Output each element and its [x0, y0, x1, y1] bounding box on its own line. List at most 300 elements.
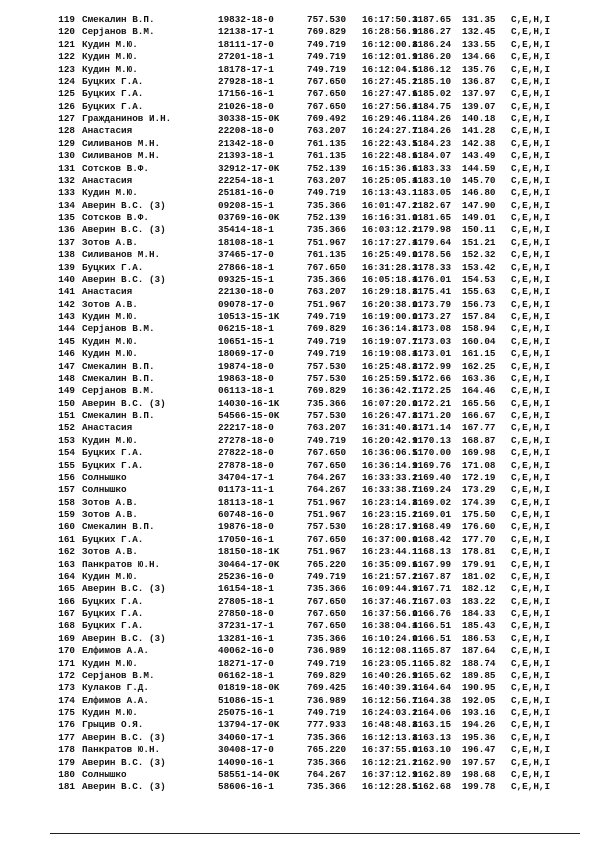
fancier-name: Аверин В.С. (3): [82, 756, 166, 768]
points: 165.56: [462, 397, 496, 409]
table-row: [0, 286, 600, 298]
speed: 1184.07: [412, 150, 452, 162]
place-number: 178: [58, 744, 75, 756]
speed: 1183.05: [412, 187, 452, 199]
points: 178.81: [462, 546, 496, 558]
distance: 749.719: [307, 311, 347, 322]
ring-number: 60748-16-0: [218, 509, 274, 520]
table-row: [0, 571, 600, 583]
speed: 1166.51: [412, 620, 452, 632]
distance: 769.829: [307, 26, 347, 38]
speed: 1162.90: [412, 756, 452, 768]
points: 132.45: [462, 26, 496, 38]
ring-number: 22217-18-0: [218, 422, 274, 434]
arrival-time: 16:23:15.2: [362, 509, 418, 520]
fancier-name: Кудин М.Ю.: [82, 707, 138, 718]
categories: C,E,H,I: [511, 546, 551, 558]
table-row: [0, 645, 600, 657]
arrival-time: 16:20:42.9: [362, 434, 418, 446]
speed: 1172.99: [412, 360, 452, 372]
categories: C,E,H,I: [511, 236, 551, 248]
arrival-time: 16:29:18.8: [362, 286, 418, 298]
categories: C,E,H,I: [511, 150, 551, 162]
table-row: [0, 336, 600, 348]
distance: 751.967: [307, 236, 347, 248]
points: 199.78: [462, 781, 496, 793]
distance: 767.650: [307, 100, 347, 112]
place-number: 169: [58, 632, 75, 644]
fancier-name: Анастасия: [82, 422, 133, 434]
speed: 1171.20: [412, 410, 452, 421]
categories: C,E,H,I: [511, 657, 551, 669]
categories: C,E,H,I: [511, 496, 551, 508]
categories: C,E,H,I: [511, 669, 551, 681]
arrival-time: 16:10:24.0: [362, 632, 418, 644]
table-row: [0, 249, 600, 261]
ring-number: 21026-18-0: [218, 100, 274, 112]
fancier-name: Анастасия: [82, 286, 133, 298]
points: 156.73: [462, 298, 496, 310]
arrival-time: 16:35:09.6: [362, 558, 418, 570]
table-row: [0, 224, 600, 236]
table-row: [0, 163, 600, 175]
speed: 1187.65: [412, 14, 452, 25]
categories: C,E,H,I: [511, 372, 551, 384]
place-number: 145: [58, 335, 75, 347]
speed: 1168.42: [412, 533, 452, 545]
speed: 1162.89: [412, 768, 452, 780]
table-row: [0, 76, 600, 88]
points: 169.98: [462, 447, 496, 459]
distance: 749.719: [307, 335, 347, 347]
table-row: [0, 262, 600, 274]
distance: 735.366: [307, 273, 347, 285]
place-number: 154: [58, 447, 75, 459]
table-row: [0, 620, 600, 632]
distance: 749.719: [307, 38, 347, 50]
place-number: 153: [58, 434, 75, 446]
table-row: [0, 323, 600, 335]
fancier-name: Кудин М.Ю.: [82, 657, 138, 669]
categories: C,E,H,I: [511, 632, 551, 644]
ring-number: 30408-17-0: [218, 744, 274, 756]
ring-number: 19874-18-0: [218, 360, 274, 372]
place-number: 123: [58, 63, 75, 75]
categories: C,E,H,I: [511, 570, 551, 582]
categories: C,E,H,I: [511, 707, 551, 718]
categories: C,E,H,I: [511, 125, 551, 137]
arrival-time: 16:09:44.9: [362, 583, 418, 595]
table-row: [0, 212, 600, 224]
place-number: 179: [58, 756, 75, 768]
speed: 1184.75: [412, 100, 452, 112]
arrival-time: 16:27:47.6: [362, 88, 418, 100]
table-row: [0, 596, 600, 608]
table-row: [0, 559, 600, 571]
ring-number: 01173-11-1: [218, 484, 274, 496]
fancier-name: Елфимов А.А.: [82, 645, 149, 657]
place-number: 171: [58, 657, 75, 669]
table-row: [0, 26, 600, 38]
points: 140.18: [462, 113, 496, 124]
speed: 1173.01: [412, 348, 452, 360]
arrival-time: 16:37:46.7: [362, 595, 418, 607]
ring-number: 25181-16-0: [218, 187, 274, 199]
place-number: 164: [58, 570, 75, 582]
points: 155.63: [462, 286, 496, 298]
ring-number: 10651-15-1: [218, 335, 274, 347]
points: 168.87: [462, 434, 496, 446]
distance: 736.989: [307, 694, 347, 706]
fancier-name: Аверин В.С. (3): [82, 273, 166, 285]
arrival-time: 16:28:56.9: [362, 26, 418, 38]
categories: C,E,H,I: [511, 645, 551, 657]
ring-number: 21393-18-1: [218, 150, 274, 162]
points: 190.95: [462, 682, 496, 694]
fancier-name: Серjанов В.М.: [82, 669, 155, 681]
speed: 1183.10: [412, 174, 452, 186]
points: 161.15: [462, 348, 496, 360]
speed: 1167.99: [412, 558, 452, 570]
arrival-time: 16:26:47.8: [362, 410, 418, 421]
points: 154.53: [462, 273, 496, 285]
ring-number: 22254-18-1: [218, 174, 274, 186]
table-row: [0, 385, 600, 397]
categories: C,E,H,I: [511, 162, 551, 174]
arrival-time: 16:24:03.2: [362, 707, 418, 718]
fancier-name: Аверин В.С. (3): [82, 224, 166, 236]
speed: 1164.38: [412, 694, 452, 706]
distance: 767.650: [307, 447, 347, 459]
distance: 765.220: [307, 744, 347, 756]
categories: C,E,H,I: [511, 187, 551, 199]
distance: 751.967: [307, 298, 347, 310]
points: 198.68: [462, 768, 496, 780]
distance: 769.829: [307, 323, 347, 335]
categories: C,E,H,I: [511, 533, 551, 545]
arrival-time: 16:12:04.5: [362, 63, 418, 75]
speed: 1172.21: [412, 397, 452, 409]
place-number: 135: [58, 212, 75, 223]
fancier-name: Буцких Г.А.: [82, 608, 144, 619]
table-row: [0, 509, 600, 521]
distance: 735.366: [307, 731, 347, 743]
speed: 1173.08: [412, 323, 452, 335]
ring-number: 34704-17-1: [218, 471, 274, 483]
speed: 1179.98: [412, 224, 452, 236]
table-row: [0, 521, 600, 533]
table-row: [0, 361, 600, 373]
points: 134.66: [462, 51, 496, 63]
table-row: [0, 435, 600, 447]
fancier-name: Кудин М.Ю.: [82, 63, 138, 75]
points: 197.57: [462, 756, 496, 768]
distance: 764.267: [307, 484, 347, 496]
fancier-name: Солнышко: [82, 471, 127, 483]
arrival-time: 16:29:46.1: [362, 113, 418, 124]
distance: 749.719: [307, 434, 347, 446]
distance: 763.207: [307, 422, 347, 434]
ring-number: 18069-17-0: [218, 348, 274, 360]
categories: C,E,H,I: [511, 410, 551, 421]
fancier-name: Солнышко: [82, 484, 127, 496]
fancier-name: Зотов А.В.: [82, 298, 138, 310]
arrival-time: 16:03:12.2: [362, 224, 418, 236]
table-row: [0, 769, 600, 781]
arrival-time: 16:19:00.0: [362, 311, 418, 322]
arrival-time: 16:31:40.8: [362, 422, 418, 434]
fancier-name: Кудин М.Ю.: [82, 38, 138, 50]
points: 152.32: [462, 249, 496, 261]
ring-number: 27822-18-0: [218, 447, 274, 459]
distance: 761.135: [307, 137, 347, 149]
speed: 1173.27: [412, 311, 452, 322]
speed: 1185.10: [412, 75, 452, 87]
distance: 735.366: [307, 632, 347, 644]
fancier-name: Анастасия: [82, 174, 133, 186]
fancier-name: Силиванов М.Н.: [82, 137, 161, 149]
table-row: [0, 200, 600, 212]
points: 135.76: [462, 63, 496, 75]
ring-number: 16154-18-1: [218, 583, 274, 595]
table-row: [0, 311, 600, 323]
arrival-time: 16:01:47.2: [362, 199, 418, 211]
arrival-time: 16:23:05.1: [362, 657, 418, 669]
speed: 1186.27: [412, 26, 452, 38]
ring-number: 27278-18-0: [218, 434, 274, 446]
distance: 767.650: [307, 533, 347, 545]
speed: 1171.14: [412, 422, 452, 434]
fancier-name: Смекалин В.П.: [82, 14, 155, 25]
arrival-time: 16:12:00.8: [362, 38, 418, 50]
categories: C,E,H,I: [511, 249, 551, 261]
points: 145.70: [462, 174, 496, 186]
fancier-name: Смекалин В.П.: [82, 360, 155, 372]
fancier-name: Зотов А.В.: [82, 546, 138, 558]
arrival-time: 16:38:04.4: [362, 620, 418, 632]
ring-number: 27805-18-1: [218, 595, 274, 607]
points: 184.33: [462, 608, 496, 619]
place-number: 148: [58, 372, 75, 384]
speed: 1164.06: [412, 707, 452, 718]
speed: 1184.23: [412, 137, 452, 149]
table-row: [0, 633, 600, 645]
ring-number: 30338-15-0K: [218, 113, 280, 124]
speed: 1169.02: [412, 496, 452, 508]
fancier-name: Буцких Г.А.: [82, 595, 144, 607]
points: 146.80: [462, 187, 496, 199]
place-number: 138: [58, 249, 75, 261]
distance: 735.366: [307, 781, 347, 793]
categories: C,E,H,I: [511, 608, 551, 619]
place-number: 161: [58, 533, 75, 545]
place-number: 147: [58, 360, 75, 372]
arrival-time: 16:19:08.4: [362, 348, 418, 360]
categories: C,E,H,I: [511, 14, 551, 25]
ring-number: 18178-17-1: [218, 63, 274, 75]
ring-number: 32912-17-0K: [218, 162, 280, 174]
fancier-name: Панкратов Ю.Н.: [82, 744, 161, 756]
speed: 1184.26: [412, 125, 452, 137]
speed: 1164.64: [412, 682, 452, 694]
points: 195.36: [462, 731, 496, 743]
distance: 767.650: [307, 595, 347, 607]
points: 174.39: [462, 496, 496, 508]
table-row: [0, 707, 600, 719]
place-number: 172: [58, 669, 75, 681]
place-number: 150: [58, 397, 75, 409]
speed: 1178.33: [412, 261, 452, 273]
place-number: 128: [58, 125, 75, 137]
distance: 769.425: [307, 682, 347, 694]
table-row: [0, 732, 600, 744]
categories: C,E,H,I: [511, 224, 551, 236]
points: 186.53: [462, 632, 496, 644]
fancier-name: Кудин М.Ю.: [82, 348, 138, 360]
fancier-name: Зотов А.В.: [82, 496, 138, 508]
ring-number: 12138-17-1: [218, 26, 274, 38]
points: 164.46: [462, 385, 496, 397]
distance: 757.530: [307, 372, 347, 384]
arrival-time: 16:12:08.1: [362, 645, 418, 657]
ring-number: 19863-18-0: [218, 372, 274, 384]
categories: C,E,H,I: [511, 100, 551, 112]
categories: C,E,H,I: [511, 682, 551, 694]
place-number: 155: [58, 459, 75, 471]
table-row: [0, 719, 600, 731]
table-row: [0, 410, 600, 422]
points: 160.04: [462, 335, 496, 347]
arrival-time: 16:17:50.3: [362, 14, 418, 25]
arrival-time: 16:21:57.2: [362, 570, 418, 582]
speed: 1162.68: [412, 781, 452, 793]
table-row: [0, 497, 600, 509]
arrival-time: 16:36:14.9: [362, 459, 418, 471]
categories: C,E,H,I: [511, 26, 551, 38]
place-number: 163: [58, 558, 75, 570]
points: 173.29: [462, 484, 496, 496]
fancier-name: Кудин М.Ю.: [82, 187, 138, 199]
categories: C,E,H,I: [511, 459, 551, 471]
points: 172.19: [462, 471, 496, 483]
arrival-time: 16:25:49.0: [362, 249, 418, 261]
speed: 1170.13: [412, 434, 452, 446]
place-number: 162: [58, 546, 75, 558]
ring-number: 13281-16-1: [218, 632, 274, 644]
fancier-name: Буцких Г.А.: [82, 447, 144, 459]
categories: C,E,H,I: [511, 595, 551, 607]
speed: 1163.13: [412, 731, 452, 743]
categories: C,E,H,I: [511, 286, 551, 298]
speed: 1178.56: [412, 249, 452, 261]
speed: 1186.20: [412, 51, 452, 63]
ring-number: 27928-18-1: [218, 75, 274, 87]
place-number: 176: [58, 719, 75, 731]
arrival-time: 16:19:07.7: [362, 335, 418, 347]
distance: 761.135: [307, 249, 347, 261]
points: 188.74: [462, 657, 496, 669]
arrival-time: 16:36:42.7: [362, 385, 418, 397]
arrival-time: 16:12:56.7: [362, 694, 418, 706]
categories: C,E,H,I: [511, 348, 551, 360]
speed: 1172.25: [412, 385, 452, 397]
speed: 1169.76: [412, 459, 452, 471]
categories: C,E,H,I: [511, 768, 551, 780]
points: 143.49: [462, 150, 496, 162]
place-number: 177: [58, 731, 75, 743]
distance: 777.933: [307, 719, 347, 731]
fancier-name: Аверин В.С. (3): [82, 199, 166, 211]
categories: C,E,H,I: [511, 38, 551, 50]
speed: 1181.65: [412, 212, 452, 223]
place-number: 180: [58, 768, 75, 780]
points: 175.50: [462, 509, 496, 520]
place-number: 137: [58, 236, 75, 248]
distance: 757.530: [307, 521, 347, 533]
table-row: [0, 398, 600, 410]
place-number: 157: [58, 484, 75, 496]
fancier-name: Буцких Г.А.: [82, 100, 144, 112]
speed: 1166.51: [412, 632, 452, 644]
distance: 757.530: [307, 360, 347, 372]
table-row: [0, 125, 600, 137]
ring-number: 18113-18-1: [218, 496, 274, 508]
distance: 757.530: [307, 14, 347, 25]
table-row: [0, 781, 600, 793]
ring-number: 34060-17-1: [218, 731, 274, 743]
distance: 765.220: [307, 558, 347, 570]
fancier-name: Кудин М.Ю.: [82, 51, 138, 63]
fancier-name: Буцких Г.А.: [82, 88, 144, 100]
place-number: 159: [58, 509, 75, 520]
place-number: 151: [58, 410, 75, 421]
distance: 764.267: [307, 768, 347, 780]
ring-number: 25236-16-0: [218, 570, 274, 582]
distance: 735.366: [307, 199, 347, 211]
table-row: [0, 14, 600, 26]
speed: 1163.15: [412, 719, 452, 731]
arrival-time: 16:37:56.0: [362, 608, 418, 619]
place-number: 131: [58, 162, 75, 174]
points: 182.12: [462, 583, 496, 595]
speed: 1165.87: [412, 645, 452, 657]
speed: 1166.76: [412, 608, 452, 619]
points: 157.84: [462, 311, 496, 322]
categories: C,E,H,I: [511, 484, 551, 496]
points: 187.64: [462, 645, 496, 657]
distance: 749.719: [307, 348, 347, 360]
table-row: [0, 583, 600, 595]
arrival-time: 16:36:14.8: [362, 323, 418, 335]
fancier-name: Солнышко: [82, 768, 127, 780]
categories: C,E,H,I: [511, 88, 551, 100]
categories: C,E,H,I: [511, 731, 551, 743]
ring-number: 09208-15-1: [218, 199, 274, 211]
arrival-time: 16:24:27.7: [362, 125, 418, 137]
distance: 763.207: [307, 174, 347, 186]
place-number: 139: [58, 261, 75, 273]
arrival-time: 16:33:38.7: [362, 484, 418, 496]
distance: 736.989: [307, 645, 347, 657]
place-number: 156: [58, 471, 75, 483]
fancier-name: Сотсков В.Ф.: [82, 162, 149, 174]
table-row: [0, 447, 600, 459]
points: 149.01: [462, 212, 496, 223]
table-row: [0, 348, 600, 360]
place-number: 140: [58, 273, 75, 285]
table-row: [0, 460, 600, 472]
ring-number: 25075-16-1: [218, 707, 274, 718]
